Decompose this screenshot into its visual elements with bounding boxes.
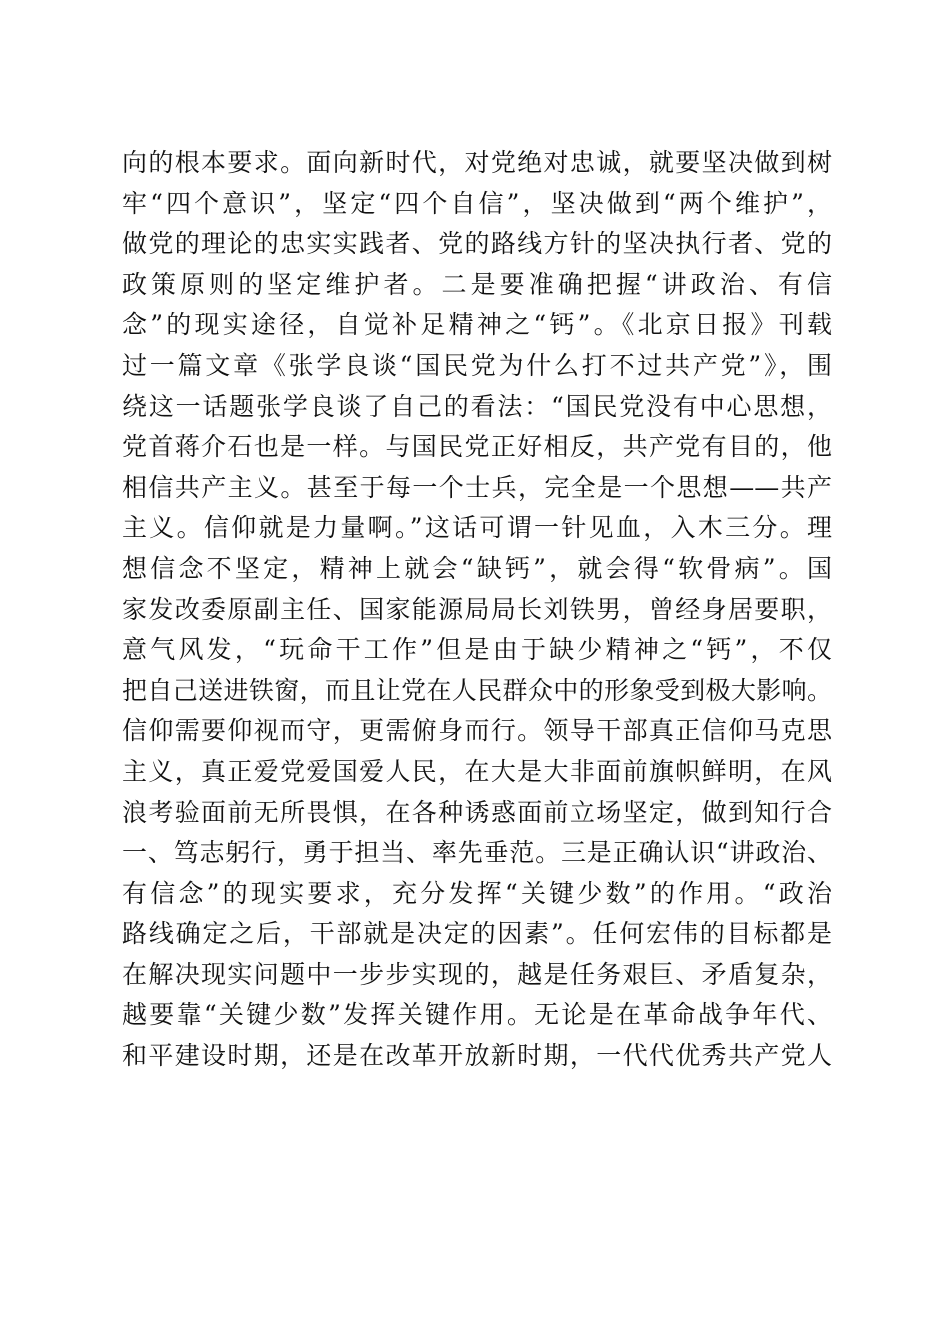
text-line: 相信共产主义。甚至于每一个士兵，完全是一个思想——共产 [122, 472, 832, 502]
text-line: 和平建设时期，还是在改革开放新时期，一代代优秀共产党人 [122, 1041, 832, 1071]
text-line: 念”的现实途径，自觉补足精神之“钙”。《北京日报》刊载 [122, 310, 832, 340]
text-line: 信仰需要仰视而守，更需俯身而行。领导干部真正信仰马克思 [122, 716, 832, 746]
text-line: 越要靠“关键少数”发挥关键作用。无论是在革命战争年代、 [122, 1000, 832, 1030]
text-line: 路线确定之后，干部就是决定的因素”。任何宏伟的目标都是 [122, 919, 832, 949]
text-line: 一、笃志躬行，勇于担当、率先垂范。三是正确认识“讲政治、 [122, 838, 832, 868]
text-line: 牢“四个意识”，坚定“四个自信”，坚决做到“两个维护”， [122, 188, 832, 218]
text-line: 意气风发，“玩命干工作”但是由于缺少精神之“钙”，不仅 [122, 635, 832, 665]
text-line: 政策原则的坚定维护者。二是要准确把握“讲政治、有信 [122, 269, 832, 299]
text-line: 绕这一话题张学良谈了自己的看法：“国民党没有中心思想， [122, 391, 832, 421]
text-line: 党首蒋介石也是一样。与国民党正好相反，共产党有目的，他 [122, 432, 832, 462]
body-text [122, 143, 832, 1077]
text-line: 过一篇文章《张学良谈“国民党为什么打不过共产党”》，围 [122, 350, 832, 380]
text-line: 浪考验面前无所畏惧，在各种诱惑面前立场坚定，做到知行合 [122, 797, 832, 827]
text-line: 主义。信仰就是力量啊。”这话可谓一针见血，入木三分。理 [122, 513, 832, 543]
text-line: 有信念”的现实要求，充分发挥“关键少数”的作用。“政治 [122, 878, 832, 908]
text-line: 主义，真正爱党爱国爱人民，在大是大非面前旗帜鲜明，在风 [122, 756, 832, 786]
text-line: 做党的理论的忠实实践者、党的路线方针的坚决执行者、党的 [122, 229, 832, 259]
text-line: 在解决现实问题中一步步实现的，越是任务艰巨、矛盾复杂， [122, 959, 832, 989]
text-line: 家发改委原副主任、国家能源局局长刘铁男，曾经身居要职， [122, 594, 832, 624]
text-line: 把自己送进铁窗，而且让党在人民群众中的形象受到极大影响。 [122, 675, 832, 705]
text-line: 向的根本要求。面向新时代，对党绝对忠诚，就要坚决做到树 [122, 148, 832, 177]
text-line: 想信念不坚定，精神上就会“缺钙”，就会得“软骨病”。国 [122, 553, 832, 583]
